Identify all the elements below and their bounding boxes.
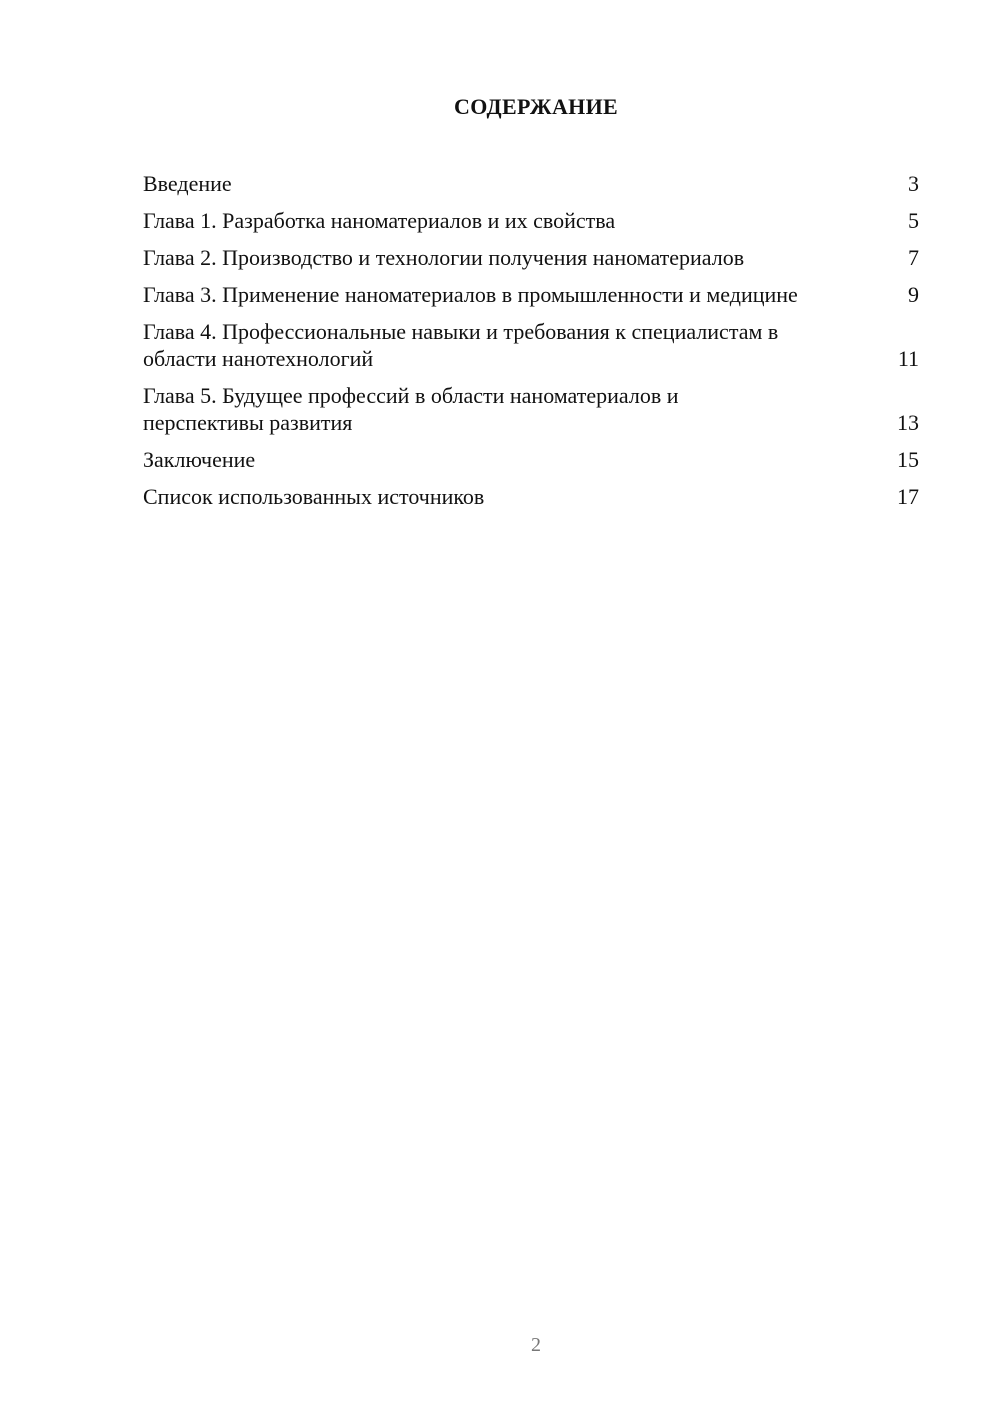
toc-entry-title: Заключение xyxy=(143,447,256,472)
toc-entry-title: Глава 3. Применение наноматериалов в промышленности и медицине xyxy=(143,282,798,307)
toc-entry-page: 11 xyxy=(897,346,919,371)
toc-entry-title: Глава 4. Профессиональные навыки и требования к специалистам в области нанотехнологий xyxy=(143,319,779,371)
toc-entry-chapter-3[interactable] xyxy=(143,281,919,308)
toc-entry-chapter-2[interactable] xyxy=(143,244,919,271)
toc-entry-title: Глава 5. Будущее профессий в области наноматериалов и перспективы развития xyxy=(143,383,679,435)
toc-entry-title: Глава 1. Разработка наноматериалов и их свойства xyxy=(143,208,616,233)
toc-entry-chapter-5[interactable] xyxy=(143,382,919,436)
toc-entry-page: 5 xyxy=(908,208,919,233)
toc-entry-page: 15 xyxy=(897,447,919,472)
toc-entry-page: 13 xyxy=(897,410,919,435)
toc-entry-title: Список использованных источников xyxy=(143,484,485,509)
page-title: СОДЕРЖАНИЕ xyxy=(454,94,618,119)
toc-entry-page: 3 xyxy=(908,171,919,196)
toc-entry-conclusion[interactable] xyxy=(143,446,919,473)
table-of-contents xyxy=(143,170,919,520)
toc-entry-page: 7 xyxy=(908,245,919,270)
page-number: 2 xyxy=(531,1334,541,1356)
toc-entry-page: 9 xyxy=(908,282,919,307)
toc-entry-title: Введение xyxy=(143,171,232,196)
toc-entry-introduction[interactable] xyxy=(143,170,919,197)
toc-entry-page: 17 xyxy=(897,484,919,509)
toc-entry-chapter-4[interactable] xyxy=(143,318,919,372)
toc-entry-references[interactable] xyxy=(143,483,919,510)
toc-entry-chapter-1[interactable] xyxy=(143,207,919,234)
toc-entry-title: Глава 2. Производство и технологии получения наноматериалов xyxy=(143,245,745,270)
